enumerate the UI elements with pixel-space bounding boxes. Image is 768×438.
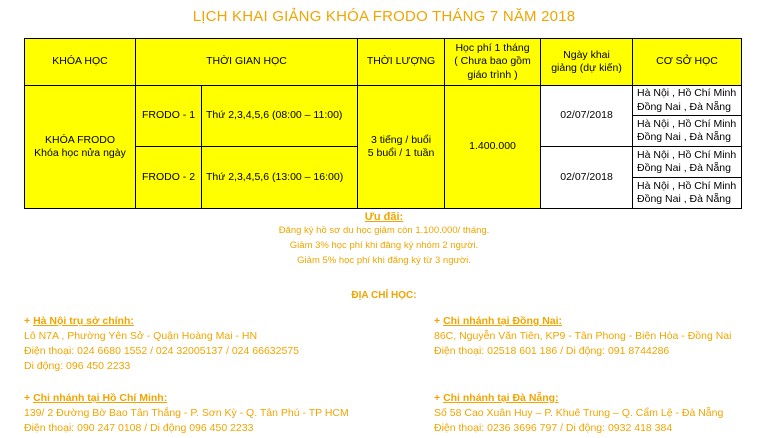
offer-line-3: Giảm 5% học phí khi đăng ký từ 3 người. bbox=[297, 255, 471, 266]
branch-hanoi-mobile: Di động: 096 450 2233 bbox=[24, 360, 131, 372]
branch-danang-title bbox=[434, 391, 723, 406]
branch-prefix: + bbox=[24, 392, 34, 404]
branch-prefix: + bbox=[434, 315, 444, 327]
start-date-2: 02/07/2018 bbox=[541, 147, 633, 209]
header-start-date bbox=[541, 39, 633, 86]
class-time-1: Thứ 2,3,4,5,6 (08:00 – 11:00) bbox=[202, 86, 358, 147]
table-row bbox=[25, 86, 742, 116]
campus-cell bbox=[633, 86, 742, 116]
branch-dongnai-title bbox=[434, 314, 731, 329]
branch-dongnai-address: 86C, Nguyễn Văn Tiên, KP9 - Tân Phong - Biên Hòa - Đồng Nai bbox=[434, 330, 732, 342]
campus-line2: Đồng Nai , Đà Nẵng bbox=[637, 162, 731, 174]
header-fee-line3: giáo trình ) bbox=[467, 68, 518, 81]
campus-line1: Hà Nội , Hồ Chí Minh bbox=[637, 148, 737, 161]
header-start-line2: giảng (dự kiến) bbox=[551, 62, 622, 74]
offer-line-1: Đăng ký hồ sơ du học giảm còn 1.100.000/ tháng. bbox=[278, 225, 490, 236]
class-name-2: FRODO - 2 bbox=[136, 147, 202, 209]
branch-hanoi-address: Lô N7A , Phường Yên Sở - Quận Hoàng Mai - HN bbox=[24, 330, 258, 342]
address-title: ĐỊA CHỈ HỌC: bbox=[351, 290, 417, 301]
branch-danang-address: Số 58 Cao Xuân Huy – P. Khuê Trung – Q. Cẩm Lệ - Đà Nẵng bbox=[434, 407, 724, 419]
class-time-2: Thứ 2,3,4,5,6 (13:00 – 16:00) bbox=[202, 147, 358, 209]
branch-dongnai-name: Chi nhánh tại Đồng Nai: bbox=[443, 315, 563, 327]
duration-line2: 5 buổi / 1 tuần bbox=[367, 147, 435, 159]
campus-line1: Hà Nội , Hồ Chí Minh bbox=[637, 179, 737, 192]
table-header-row bbox=[25, 39, 742, 86]
header-fee bbox=[445, 39, 541, 86]
branch-hcm-name: Chi nhánh tại Hồ Chí Minh: bbox=[33, 392, 168, 404]
campus-cell bbox=[633, 147, 742, 178]
branch-prefix: + bbox=[434, 392, 444, 404]
branch-hcm-title bbox=[24, 391, 349, 406]
branch-hanoi-title bbox=[24, 314, 299, 329]
branch-dongnai bbox=[434, 314, 731, 359]
branch-prefix: + bbox=[24, 315, 34, 327]
campus-line2: Đồng Nai , Đà Nẵng bbox=[637, 131, 731, 143]
fee-cell: 1.400.000 bbox=[445, 86, 541, 209]
header-fee-line1: Học phí 1 tháng bbox=[455, 42, 530, 55]
offer-line-2: Giảm 3% học phí khi đăng ký nhóm 2 người. bbox=[289, 240, 479, 251]
duration-line1: 3 tiếng / buổi bbox=[370, 133, 432, 146]
branch-hcm-address: 139/ 2 Đường Bờ Bao Tân Thắng - P. Sơn Kỳ - Q. Tân Phú - TP HCM bbox=[24, 407, 349, 419]
header-course: KHÓA HỌC bbox=[25, 39, 136, 86]
class-name-1: FRODO - 1 bbox=[136, 86, 202, 147]
branch-hcm-phone: Điện thoại: 090 247 0108 / Di động 096 450 2233 bbox=[24, 422, 254, 434]
branch-hanoi bbox=[24, 314, 299, 374]
campus-cell bbox=[633, 116, 742, 147]
schedule-table bbox=[24, 38, 742, 209]
start-date-1: 02/07/2018 bbox=[541, 86, 633, 147]
branch-danang-phone: Điện thoại: 0236 3696 797 / Di động: 0932 418 384 bbox=[434, 422, 673, 434]
course-name: KHÓA FRODO bbox=[44, 133, 115, 146]
branch-hcm bbox=[24, 391, 349, 436]
branch-danang bbox=[434, 391, 723, 436]
course-cell bbox=[25, 86, 136, 209]
branch-hanoi-name: Hà Nội trụ sở chính: bbox=[33, 315, 134, 327]
header-schedule: THỜI GIAN HỌC bbox=[136, 39, 358, 86]
branch-dongnai-phone: Điện thoại: 02518 601 186 / Di động: 091 8744286 bbox=[434, 345, 670, 357]
header-campus: CƠ SỞ HỌC bbox=[633, 39, 742, 86]
page-title: LỊCH KHAI GIẢNG KHÓA FRODO THÁNG 7 NĂM 2018 bbox=[192, 8, 576, 25]
header-start-line1: Ngày khai bbox=[563, 48, 610, 61]
branch-hanoi-phone: Điện thoại: 024 6680 1552 / 024 32005137 / 024 66632575 bbox=[24, 345, 299, 357]
offers-title: Ưu đãi: bbox=[364, 211, 404, 223]
campus-cell bbox=[633, 178, 742, 209]
campus-line2: Đồng Nai , Đà Nẵng bbox=[637, 193, 731, 205]
campus-line1: Hà Nội , Hồ Chí Minh bbox=[637, 117, 737, 130]
campus-line1: Hà Nội , Hồ Chí Minh bbox=[637, 87, 737, 100]
header-duration: THỜI LƯỢNG bbox=[358, 39, 445, 86]
duration-cell bbox=[358, 86, 445, 209]
campus-line2: Đồng Nai , Đà Nẵng bbox=[637, 100, 731, 113]
header-fee-line2: ( Chưa bao gồm bbox=[454, 55, 531, 68]
branch-danang-name: Chi nhánh tại Đà Nẵng: bbox=[443, 392, 559, 404]
course-sub: Khóa học nửa ngày bbox=[34, 147, 126, 159]
